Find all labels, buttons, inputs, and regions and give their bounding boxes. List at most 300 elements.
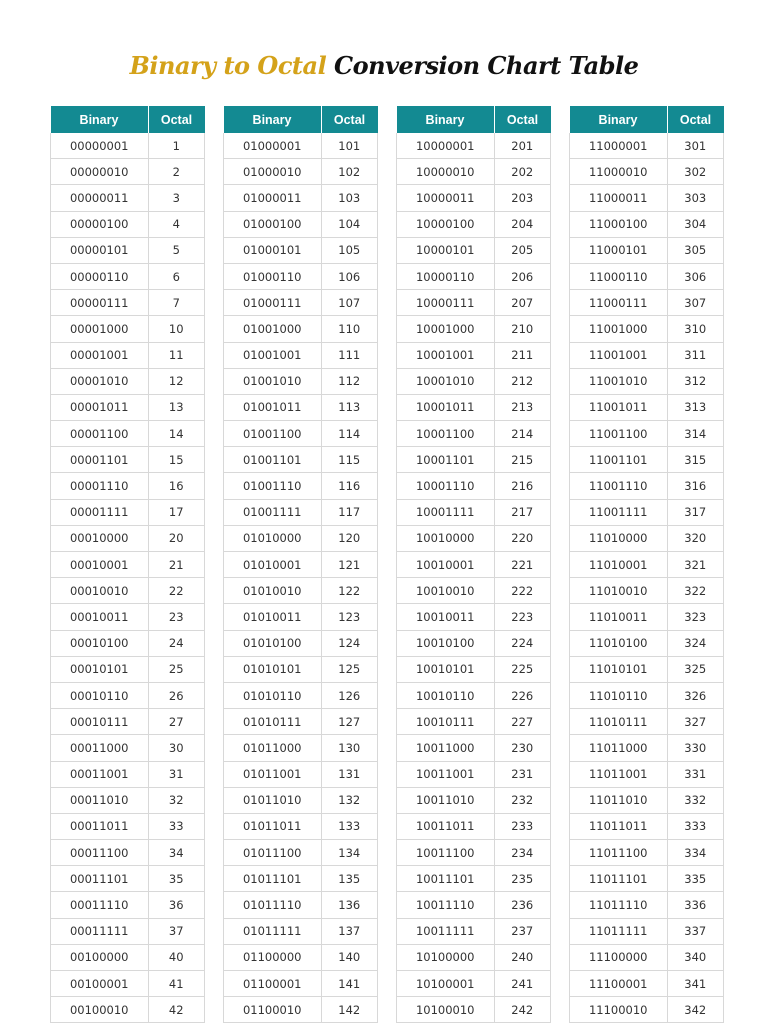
binary-cell: 10011000 bbox=[397, 735, 495, 761]
octal-cell: 326 bbox=[667, 682, 724, 708]
binary-cell: 10001100 bbox=[397, 421, 495, 447]
binary-cell: 10000011 bbox=[397, 185, 495, 211]
octal-cell: 231 bbox=[494, 761, 551, 787]
table-row bbox=[51, 813, 205, 839]
octal-cell: 21 bbox=[148, 552, 205, 578]
octal-header: Octal bbox=[667, 106, 724, 133]
table-row bbox=[51, 944, 205, 970]
table-row bbox=[224, 421, 378, 447]
octal-cell: 26 bbox=[148, 682, 205, 708]
table-row bbox=[570, 211, 724, 237]
octal-cell: 10 bbox=[148, 316, 205, 342]
octal-cell: 116 bbox=[321, 473, 378, 499]
octal-cell: 335 bbox=[667, 866, 724, 892]
octal-cell: 133 bbox=[321, 813, 378, 839]
octal-cell: 340 bbox=[667, 944, 724, 970]
table-row bbox=[51, 709, 205, 735]
octal-cell: 137 bbox=[321, 918, 378, 944]
octal-cell: 315 bbox=[667, 447, 724, 473]
binary-cell: 11010010 bbox=[570, 578, 668, 604]
octal-cell: 306 bbox=[667, 263, 724, 289]
binary-cell: 11011011 bbox=[570, 813, 668, 839]
table-row bbox=[397, 997, 551, 1023]
binary-cell: 00010110 bbox=[51, 682, 149, 708]
table-row bbox=[397, 787, 551, 813]
table-header-row bbox=[570, 106, 724, 133]
octal-cell: 131 bbox=[321, 761, 378, 787]
binary-cell: 00011010 bbox=[51, 787, 149, 813]
binary-cell: 00000010 bbox=[51, 159, 149, 185]
binary-cell: 00001101 bbox=[51, 447, 149, 473]
binary-cell: 01001000 bbox=[224, 316, 322, 342]
binary-cell: 10011011 bbox=[397, 813, 495, 839]
octal-cell: 33 bbox=[148, 813, 205, 839]
table-row bbox=[570, 840, 724, 866]
table-row bbox=[397, 211, 551, 237]
octal-cell: 127 bbox=[321, 709, 378, 735]
table-row bbox=[570, 971, 724, 997]
octal-cell: 142 bbox=[321, 997, 378, 1023]
octal-cell: 310 bbox=[667, 316, 724, 342]
octal-cell: 35 bbox=[148, 866, 205, 892]
table-row bbox=[51, 840, 205, 866]
octal-cell: 217 bbox=[494, 499, 551, 525]
table-column-2 bbox=[223, 106, 378, 1023]
octal-cell: 103 bbox=[321, 185, 378, 211]
octal-cell: 140 bbox=[321, 944, 378, 970]
octal-cell: 30 bbox=[148, 735, 205, 761]
octal-cell: 107 bbox=[321, 290, 378, 316]
octal-cell: 27 bbox=[148, 709, 205, 735]
binary-cell: 11011000 bbox=[570, 735, 668, 761]
table-row bbox=[570, 473, 724, 499]
table-row bbox=[397, 133, 551, 159]
binary-cell: 01001001 bbox=[224, 342, 322, 368]
table-row bbox=[570, 342, 724, 368]
binary-cell: 01100000 bbox=[224, 944, 322, 970]
octal-cell: 325 bbox=[667, 656, 724, 682]
octal-cell: 23 bbox=[148, 604, 205, 630]
binary-cell: 00010001 bbox=[51, 552, 149, 578]
table-row bbox=[224, 604, 378, 630]
table-row bbox=[397, 918, 551, 944]
binary-cell: 10001111 bbox=[397, 499, 495, 525]
binary-cell: 11011010 bbox=[570, 787, 668, 813]
binary-cell: 00010010 bbox=[51, 578, 149, 604]
table-row bbox=[224, 473, 378, 499]
binary-cell: 00001110 bbox=[51, 473, 149, 499]
table-row bbox=[224, 787, 378, 813]
binary-cell: 10000010 bbox=[397, 159, 495, 185]
table-row bbox=[397, 421, 551, 447]
table-row bbox=[570, 237, 724, 263]
octal-cell: 301 bbox=[667, 133, 724, 159]
octal-cell: 235 bbox=[494, 866, 551, 892]
table-row bbox=[570, 787, 724, 813]
octal-cell: 224 bbox=[494, 630, 551, 656]
table-row bbox=[224, 263, 378, 289]
octal-cell: 112 bbox=[321, 368, 378, 394]
table-row bbox=[51, 735, 205, 761]
binary-cell: 00000111 bbox=[51, 290, 149, 316]
binary-cell: 10100000 bbox=[397, 944, 495, 970]
octal-cell: 113 bbox=[321, 394, 378, 420]
octal-cell: 1 bbox=[148, 133, 205, 159]
binary-cell: 00011100 bbox=[51, 840, 149, 866]
table-row bbox=[397, 525, 551, 551]
octal-cell: 204 bbox=[494, 211, 551, 237]
octal-cell: 124 bbox=[321, 630, 378, 656]
table-row bbox=[570, 682, 724, 708]
binary-cell: 11000100 bbox=[570, 211, 668, 237]
binary-cell: 01011000 bbox=[224, 735, 322, 761]
table-row bbox=[224, 394, 378, 420]
octal-cell: 126 bbox=[321, 682, 378, 708]
binary-cell: 11010000 bbox=[570, 525, 668, 551]
binary-cell: 10000110 bbox=[397, 263, 495, 289]
octal-cell: 15 bbox=[148, 447, 205, 473]
binary-cell: 01001100 bbox=[224, 421, 322, 447]
binary-cell: 11010100 bbox=[570, 630, 668, 656]
table-row bbox=[51, 866, 205, 892]
binary-cell: 10010111 bbox=[397, 709, 495, 735]
table-row bbox=[570, 421, 724, 447]
binary-cell: 11011100 bbox=[570, 840, 668, 866]
table-row bbox=[224, 290, 378, 316]
octal-cell: 201 bbox=[494, 133, 551, 159]
octal-cell: 31 bbox=[148, 761, 205, 787]
binary-cell: 11010101 bbox=[570, 656, 668, 682]
octal-cell: 16 bbox=[148, 473, 205, 499]
binary-cell: 10010110 bbox=[397, 682, 495, 708]
table-row bbox=[224, 552, 378, 578]
octal-cell: 305 bbox=[667, 237, 724, 263]
octal-cell: 220 bbox=[494, 525, 551, 551]
table-row bbox=[224, 316, 378, 342]
binary-cell: 11000101 bbox=[570, 237, 668, 263]
table-row bbox=[224, 342, 378, 368]
octal-cell: 334 bbox=[667, 840, 724, 866]
octal-cell: 205 bbox=[494, 237, 551, 263]
table-row bbox=[570, 368, 724, 394]
table-row bbox=[397, 944, 551, 970]
octal-cell: 36 bbox=[148, 892, 205, 918]
octal-cell: 202 bbox=[494, 159, 551, 185]
binary-cell: 01001110 bbox=[224, 473, 322, 499]
table-row bbox=[570, 552, 724, 578]
table-row bbox=[397, 813, 551, 839]
table-row bbox=[570, 525, 724, 551]
octal-cell: 337 bbox=[667, 918, 724, 944]
binary-cell: 00010111 bbox=[51, 709, 149, 735]
table-row bbox=[51, 499, 205, 525]
binary-cell: 00001100 bbox=[51, 421, 149, 447]
binary-cell: 01010111 bbox=[224, 709, 322, 735]
binary-cell: 11001110 bbox=[570, 473, 668, 499]
octal-cell: 4 bbox=[148, 211, 205, 237]
conversion-table bbox=[396, 106, 551, 1023]
octal-cell: 34 bbox=[148, 840, 205, 866]
table-row bbox=[51, 525, 205, 551]
binary-cell: 10000100 bbox=[397, 211, 495, 237]
binary-cell: 10011110 bbox=[397, 892, 495, 918]
binary-cell: 01010001 bbox=[224, 552, 322, 578]
table-row bbox=[224, 866, 378, 892]
binary-cell: 10000111 bbox=[397, 290, 495, 316]
binary-cell: 01011100 bbox=[224, 840, 322, 866]
table-row bbox=[224, 813, 378, 839]
binary-cell: 01001011 bbox=[224, 394, 322, 420]
octal-cell: 302 bbox=[667, 159, 724, 185]
table-row bbox=[224, 735, 378, 761]
table-row bbox=[51, 892, 205, 918]
table-row bbox=[51, 473, 205, 499]
binary-cell: 01010011 bbox=[224, 604, 322, 630]
binary-cell: 01010010 bbox=[224, 578, 322, 604]
table-row bbox=[397, 394, 551, 420]
octal-cell: 141 bbox=[321, 971, 378, 997]
table-row bbox=[51, 316, 205, 342]
conversion-table bbox=[569, 106, 724, 1023]
table-row bbox=[224, 499, 378, 525]
octal-cell: 207 bbox=[494, 290, 551, 316]
octal-cell: 7 bbox=[148, 290, 205, 316]
octal-cell: 307 bbox=[667, 290, 724, 316]
binary-cell: 01010110 bbox=[224, 682, 322, 708]
octal-cell: 122 bbox=[321, 578, 378, 604]
binary-cell: 11011001 bbox=[570, 761, 668, 787]
table-column-3 bbox=[396, 106, 551, 1023]
table-row bbox=[570, 394, 724, 420]
table-row bbox=[224, 892, 378, 918]
binary-cell: 00011000 bbox=[51, 735, 149, 761]
octal-cell: 37 bbox=[148, 918, 205, 944]
octal-cell: 314 bbox=[667, 421, 724, 447]
binary-cell: 10011111 bbox=[397, 918, 495, 944]
table-row bbox=[224, 630, 378, 656]
table-row bbox=[51, 263, 205, 289]
table-row bbox=[51, 447, 205, 473]
octal-cell: 215 bbox=[494, 447, 551, 473]
binary-cell: 00001111 bbox=[51, 499, 149, 525]
octal-cell: 111 bbox=[321, 342, 378, 368]
octal-cell: 136 bbox=[321, 892, 378, 918]
binary-cell: 01000111 bbox=[224, 290, 322, 316]
octal-cell: 213 bbox=[494, 394, 551, 420]
binary-cell: 01001010 bbox=[224, 368, 322, 394]
table-row bbox=[51, 761, 205, 787]
octal-cell: 17 bbox=[148, 499, 205, 525]
octal-cell: 304 bbox=[667, 211, 724, 237]
octal-cell: 242 bbox=[494, 997, 551, 1023]
binary-cell: 10001000 bbox=[397, 316, 495, 342]
table-row bbox=[397, 316, 551, 342]
octal-cell: 312 bbox=[667, 368, 724, 394]
table-row bbox=[397, 761, 551, 787]
octal-cell: 234 bbox=[494, 840, 551, 866]
binary-cell: 11001010 bbox=[570, 368, 668, 394]
octal-cell: 2 bbox=[148, 159, 205, 185]
binary-cell: 00010011 bbox=[51, 604, 149, 630]
table-row bbox=[570, 630, 724, 656]
octal-cell: 323 bbox=[667, 604, 724, 630]
binary-cell: 11010011 bbox=[570, 604, 668, 630]
table-row bbox=[570, 656, 724, 682]
octal-cell: 313 bbox=[667, 394, 724, 420]
table-row bbox=[51, 578, 205, 604]
octal-cell: 121 bbox=[321, 552, 378, 578]
table-row bbox=[397, 185, 551, 211]
table-row bbox=[397, 473, 551, 499]
binary-cell: 00000011 bbox=[51, 185, 149, 211]
octal-cell: 331 bbox=[667, 761, 724, 787]
octal-cell: 317 bbox=[667, 499, 724, 525]
octal-cell: 11 bbox=[148, 342, 205, 368]
binary-cell: 00000110 bbox=[51, 263, 149, 289]
octal-cell: 212 bbox=[494, 368, 551, 394]
table-row bbox=[397, 709, 551, 735]
table-row bbox=[570, 892, 724, 918]
binary-cell: 11011101 bbox=[570, 866, 668, 892]
binary-cell: 10001010 bbox=[397, 368, 495, 394]
table-row bbox=[51, 394, 205, 420]
table-row bbox=[397, 499, 551, 525]
octal-cell: 225 bbox=[494, 656, 551, 682]
octal-cell: 232 bbox=[494, 787, 551, 813]
table-row bbox=[570, 185, 724, 211]
table-row bbox=[397, 237, 551, 263]
table-row bbox=[224, 159, 378, 185]
octal-cell: 320 bbox=[667, 525, 724, 551]
binary-cell: 11001111 bbox=[570, 499, 668, 525]
octal-cell: 14 bbox=[148, 421, 205, 447]
table-row bbox=[224, 656, 378, 682]
binary-cell: 01000100 bbox=[224, 211, 322, 237]
table-column-4 bbox=[569, 106, 724, 1023]
octal-cell: 106 bbox=[321, 263, 378, 289]
binary-cell: 01001111 bbox=[224, 499, 322, 525]
octal-cell: 3 bbox=[148, 185, 205, 211]
table-row bbox=[51, 682, 205, 708]
table-row bbox=[397, 368, 551, 394]
binary-cell: 10000001 bbox=[397, 133, 495, 159]
table-row bbox=[570, 866, 724, 892]
octal-cell: 336 bbox=[667, 892, 724, 918]
binary-cell: 10001001 bbox=[397, 342, 495, 368]
table-row bbox=[224, 918, 378, 944]
table-row bbox=[397, 604, 551, 630]
octal-cell: 236 bbox=[494, 892, 551, 918]
binary-cell: 01000001 bbox=[224, 133, 322, 159]
table-row bbox=[397, 682, 551, 708]
table-row bbox=[397, 630, 551, 656]
octal-cell: 327 bbox=[667, 709, 724, 735]
binary-cell: 11000010 bbox=[570, 159, 668, 185]
table-row bbox=[51, 918, 205, 944]
table-row bbox=[570, 918, 724, 944]
table-row bbox=[51, 368, 205, 394]
table-row bbox=[570, 761, 724, 787]
binary-cell: 01001101 bbox=[224, 447, 322, 473]
binary-cell: 10010000 bbox=[397, 525, 495, 551]
binary-cell: 11000011 bbox=[570, 185, 668, 211]
octal-cell: 114 bbox=[321, 421, 378, 447]
binary-cell: 01011010 bbox=[224, 787, 322, 813]
octal-cell: 221 bbox=[494, 552, 551, 578]
octal-cell: 342 bbox=[667, 997, 724, 1023]
binary-cell: 00011101 bbox=[51, 866, 149, 892]
octal-header: Octal bbox=[494, 106, 551, 133]
octal-cell: 333 bbox=[667, 813, 724, 839]
binary-cell: 01010101 bbox=[224, 656, 322, 682]
octal-cell: 40 bbox=[148, 944, 205, 970]
binary-cell: 00000001 bbox=[51, 133, 149, 159]
octal-cell: 101 bbox=[321, 133, 378, 159]
binary-cell: 01011111 bbox=[224, 918, 322, 944]
binary-cell: 10100001 bbox=[397, 971, 495, 997]
octal-cell: 210 bbox=[494, 316, 551, 342]
octal-cell: 211 bbox=[494, 342, 551, 368]
table-row bbox=[51, 342, 205, 368]
table-row bbox=[224, 761, 378, 787]
binary-cell: 00100000 bbox=[51, 944, 149, 970]
binary-cell: 10010001 bbox=[397, 552, 495, 578]
octal-cell: 324 bbox=[667, 630, 724, 656]
binary-cell: 10100010 bbox=[397, 997, 495, 1023]
octal-cell: 132 bbox=[321, 787, 378, 813]
table-row bbox=[397, 159, 551, 185]
table-row bbox=[397, 840, 551, 866]
table-row bbox=[397, 971, 551, 997]
octal-cell: 330 bbox=[667, 735, 724, 761]
binary-cell: 11010001 bbox=[570, 552, 668, 578]
binary-cell: 11001100 bbox=[570, 421, 668, 447]
octal-cell: 203 bbox=[494, 185, 551, 211]
table-row bbox=[570, 709, 724, 735]
octal-cell: 222 bbox=[494, 578, 551, 604]
binary-cell: 10011100 bbox=[397, 840, 495, 866]
binary-cell: 00011111 bbox=[51, 918, 149, 944]
binary-cell: 00011011 bbox=[51, 813, 149, 839]
octal-cell: 341 bbox=[667, 971, 724, 997]
binary-cell: 10010100 bbox=[397, 630, 495, 656]
table-row bbox=[397, 866, 551, 892]
binary-header: Binary bbox=[570, 106, 668, 133]
octal-cell: 321 bbox=[667, 552, 724, 578]
binary-cell: 00011110 bbox=[51, 892, 149, 918]
binary-cell: 00011001 bbox=[51, 761, 149, 787]
table-row bbox=[397, 656, 551, 682]
table-row bbox=[224, 578, 378, 604]
table-row bbox=[224, 682, 378, 708]
binary-cell: 00001001 bbox=[51, 342, 149, 368]
binary-cell: 10010011 bbox=[397, 604, 495, 630]
table-row bbox=[51, 211, 205, 237]
binary-cell: 01010100 bbox=[224, 630, 322, 656]
binary-cell: 01010000 bbox=[224, 525, 322, 551]
octal-cell: 230 bbox=[494, 735, 551, 761]
binary-cell: 00001010 bbox=[51, 368, 149, 394]
table-row bbox=[51, 159, 205, 185]
table-row bbox=[224, 840, 378, 866]
table-row bbox=[51, 971, 205, 997]
binary-cell: 01000010 bbox=[224, 159, 322, 185]
table-row bbox=[224, 525, 378, 551]
binary-cell: 01100001 bbox=[224, 971, 322, 997]
table-row bbox=[397, 290, 551, 316]
binary-cell: 01011110 bbox=[224, 892, 322, 918]
table-row bbox=[397, 892, 551, 918]
